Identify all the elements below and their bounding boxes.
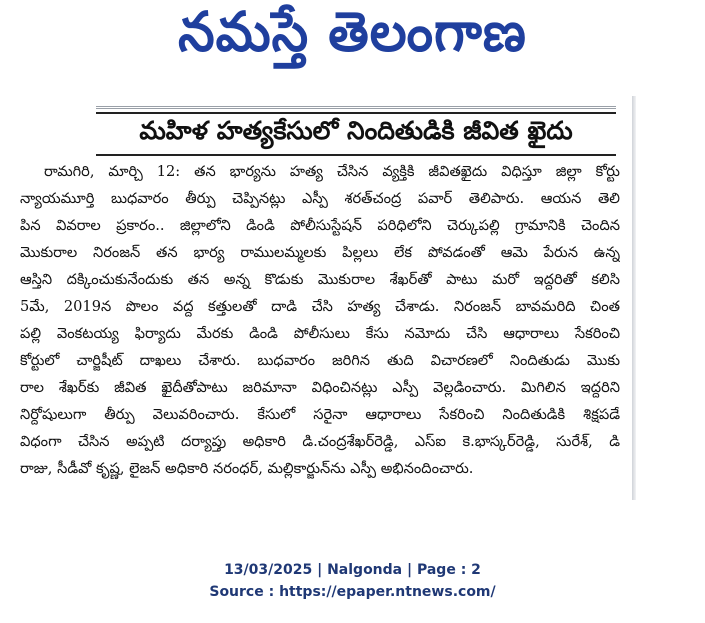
- newspaper-title: నమస్తే తెలంగాణ: [178, 0, 527, 64]
- edition-info: 13/03/2025 | Nalgonda | Page : 2: [224, 562, 481, 578]
- masthead: [0, 0, 705, 78]
- article-line: నిర్దోషులుగా తీర్పు వెలువరించారు. కేసులో సరైనా ఆధారాలు సేకరించి నిందితుడికి శిక్షపడే: [20, 406, 620, 423]
- article-line: రాల శేఖర్‌కు జీవిత ఖైదీతోపాటు జరిమానా విధించినట్లు ఎస్పీ వెల్లడించారు. మిగిలిన ఇద్దరిని: [20, 379, 620, 396]
- article-line: విధంగా చేసిన అప్పటి దర్యాప్తు అధికారి డి.చంద్రశేఖర్‌రెడ్డి, ఎస్ఐ కె.భాస్కర్‌రెడ్డి, సురేశ్, డి: [20, 433, 620, 450]
- article-line: న్యాయమూర్తి బుధవారం తీర్పు చెప్పినట్లు ఎస్పీ శరత్‌చంద్ర పవార్ తెలిపారు. ఆయన తెలి: [20, 190, 620, 207]
- headline-divider: [96, 154, 616, 156]
- article-body: [20, 158, 620, 482]
- article-line: 5మే, 2019న పొలం వద్ద కత్తులతో దాడి చేసి హత్య చేశాడు. నిరంజన్ బావమరిది చింత: [20, 298, 620, 315]
- source-link[interactable]: Source : https://epaper.ntnews.com/: [209, 584, 496, 600]
- clipping-edge-shadow: [632, 96, 636, 500]
- article-line: కోర్టులో చార్జిషీట్ దాఖలు చేశారు. బుధవారం జరిగిన తుది విచారణలో నిందితుడు మొకు: [20, 352, 620, 369]
- article-headline: మహిళ హత్యకేసులో నిందితుడికి జీవిత ఖైదు: [96, 112, 616, 154]
- article-line: మొకురాల నిరంజన్ తన భార్య రాములమ్మలకు పిల్లలు లేక పోవడంతో ఆమె పేరున ఉన్న: [20, 244, 620, 261]
- article-line: రాజు, సీడీవో కృష్ణ, లైజన్ అధికారి నరంధర్, మల్లికార్జున్‌ను ఎస్పీ అభినందించారు.: [20, 460, 474, 477]
- article-line: పిన వివరాల ప్రకారం.. జిల్లాలోని డిండి పోలీసుస్టేషన్ పరిధిలోని చెర్కుపల్లి గ్రామానికి చెందిన: [20, 217, 620, 234]
- article-line: పల్లి వెంకటయ్య ఫిర్యాదు మేరకు డిండి పోలీసులు కేసు నమోదు చేసి ఆధారాలు సేకరించి: [20, 325, 620, 342]
- clipping-top-rule: [96, 106, 616, 109]
- article-line: రామగిరి, మార్చి 12: తన భార్యను హత్య చేసిన వ్యక్తికి జీవితఖైదు విధిస్తూ జిల్లా కోర్టు: [44, 163, 620, 180]
- article-line: ఆస్తిని దక్కించుకునేందుకు తన అన్న కొడుకు మొకురాల శేఖర్‌తో పాటు మరో ఇద్దరితో కలిసి: [20, 271, 620, 288]
